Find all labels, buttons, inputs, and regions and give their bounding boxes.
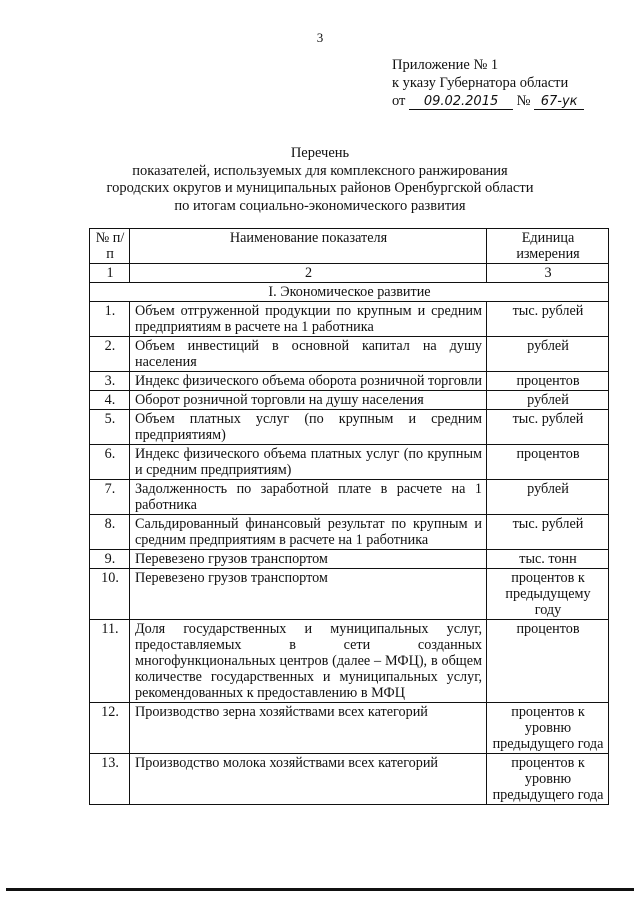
table-row — [90, 480, 609, 515]
row-name: Доля государственных и муниципальных услуг, предоставляемых в сети созданных многофункциональных центров (далее – МФЦ), в общем количестве государственных и муниципальных услуг, рекомендованных к предоставлению в МФЦ — [130, 620, 487, 703]
row-num: 9. — [90, 550, 130, 569]
row-unit: рублей — [487, 337, 609, 372]
row-unit: процентов — [487, 445, 609, 480]
title-line-4: по итогам социально-экономического развития — [174, 197, 466, 214]
title-line-1: Перечень — [290, 145, 350, 161]
table-row — [90, 372, 609, 391]
appendix-date-number — [392, 92, 584, 110]
table-row — [90, 337, 609, 372]
row-name: Объем платных услуг (по крупным и средним предприятиям) — [130, 410, 487, 445]
row-num: 10. — [90, 569, 130, 620]
row-name: Индекс физического объема оборота розничной торговли — [130, 372, 487, 391]
header-num: № п/п — [90, 229, 130, 264]
row-unit: процентов — [487, 620, 609, 703]
table-row — [90, 515, 609, 550]
row-name: Производство зерна хозяйствами всех категорий — [130, 703, 487, 754]
row-num: 2. — [90, 337, 130, 372]
appendix-title: Приложение № 1 — [392, 57, 499, 73]
row-num: 4. — [90, 391, 130, 410]
colnum-1: 1 — [90, 264, 130, 283]
document-title — [0, 145, 640, 215]
row-name: Перевезено грузов транспортом — [130, 569, 487, 620]
row-name: Объем отгруженной продукции по крупным и средним предприятиям в расчете на 1 работника — [130, 302, 487, 337]
section-row — [90, 283, 609, 302]
row-name: Производство молока хозяйствами всех категорий — [130, 754, 487, 805]
row-num: 11. — [90, 620, 130, 703]
table-row — [90, 391, 609, 410]
colnum-3: 3 — [487, 264, 609, 283]
row-unit: тыс. рублей — [487, 410, 609, 445]
table-row — [90, 550, 609, 569]
row-unit: рублей — [487, 480, 609, 515]
handwritten-number: 67-ук — [534, 95, 584, 110]
handwritten-date: 09.02.2015 — [409, 95, 513, 110]
appendix-block — [392, 56, 584, 110]
row-unit: рублей — [487, 391, 609, 410]
row-num: 8. — [90, 515, 130, 550]
row-name: Индекс физического объема платных услуг (по крупным и средним предприятиям) — [130, 445, 487, 480]
row-unit: тыс. рублей — [487, 302, 609, 337]
bottom-rule — [6, 888, 634, 891]
row-num: 1. — [90, 302, 130, 337]
table-row — [90, 703, 609, 754]
colnum-2: 2 — [130, 264, 487, 283]
row-num: 13. — [90, 754, 130, 805]
table-header-row — [90, 229, 609, 264]
row-unit: процентов к уровню предыдущего года — [487, 703, 609, 754]
row-name: Объем инвестиций в основной капитал на душу населения — [130, 337, 487, 372]
title-line-3: городских округов и муниципальных районов Оренбургской области — [106, 180, 534, 196]
row-num: 5. — [90, 410, 130, 445]
row-name: Оборот розничной торговли на душу населения — [130, 391, 487, 410]
header-name: Наименование показателя — [130, 229, 487, 264]
page-number: 3 — [316, 30, 324, 45]
row-num: 6. — [90, 445, 130, 480]
row-unit: процентов к уровню предыдущего года — [487, 754, 609, 805]
row-num: 7. — [90, 480, 130, 515]
column-number-row — [90, 264, 609, 283]
row-num: 12. — [90, 703, 130, 754]
row-unit: тыс. тонн — [487, 550, 609, 569]
indicators-table — [89, 228, 609, 805]
row-unit: процентов к предыдущему году — [487, 569, 609, 620]
row-num: 3. — [90, 372, 130, 391]
row-unit: тыс. рублей — [487, 515, 609, 550]
table-row — [90, 754, 609, 805]
number-label: № — [516, 93, 531, 109]
appendix-reference: к указу Губернатора области — [392, 75, 569, 91]
table-row — [90, 302, 609, 337]
table-row — [90, 569, 609, 620]
table-row — [90, 410, 609, 445]
from-label: от — [392, 93, 406, 109]
row-name: Сальдированный финансовый результат по крупным и средним предприятиям в расчете на 1 работника — [130, 515, 487, 550]
table-row — [90, 620, 609, 703]
row-name: Перевезено грузов транспортом — [130, 550, 487, 569]
header-unit: Единица измерения — [487, 229, 609, 264]
table-row — [90, 445, 609, 480]
row-unit: процентов — [487, 372, 609, 391]
row-name: Задолженность по заработной плате в расчете на 1 работника — [130, 480, 487, 515]
title-line-2: показателей, используемых для комплексного ранжирования — [132, 162, 508, 179]
section-title: I. Экономическое развитие — [90, 283, 609, 302]
